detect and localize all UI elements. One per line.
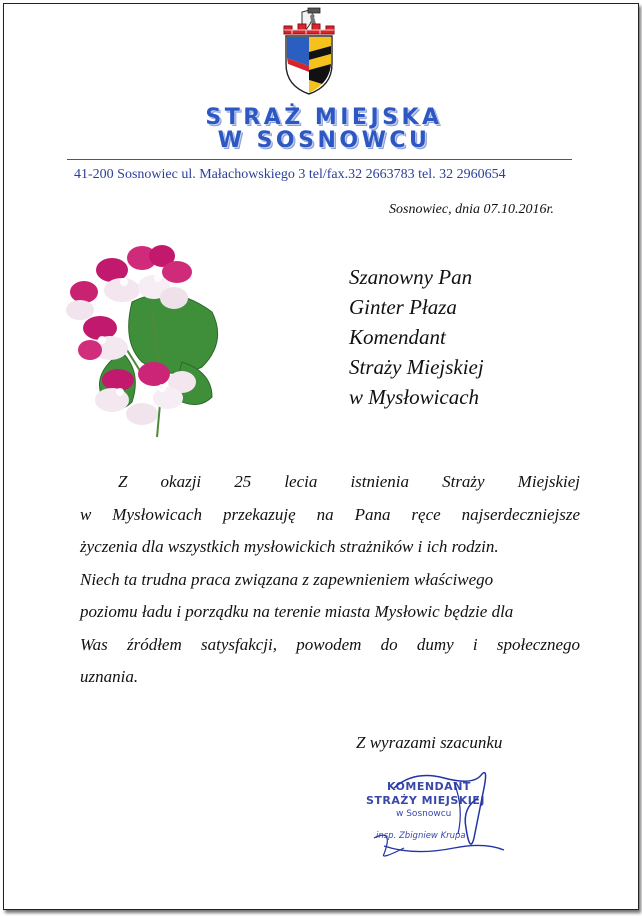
official-stamp: [354, 768, 514, 858]
org-name-line2: W SOSNOWCU: [217, 128, 431, 153]
recipient-line: Straży Miejskiej: [349, 355, 484, 379]
recipient-line: Ginter Płaza: [349, 295, 457, 319]
letter-body: [80, 466, 580, 694]
header-divider: [67, 159, 572, 160]
body-line: Z okazji 25 lecia istnienia Straży Miejskiej: [118, 472, 580, 491]
body-line: życzenia dla wszystkich mysłowickich strażników i ich rodzin.: [80, 537, 499, 556]
sosnowiec-coat-of-arms-icon: [280, 6, 338, 96]
letter-page: [3, 3, 639, 910]
body-line: poziomu ładu i porządku na terenie miasta Mysłowic będzie dla: [80, 602, 514, 621]
handwritten-signature: [354, 768, 514, 858]
letter-date: Sosnowiec, dnia 07.10.2016r.: [389, 202, 554, 217]
geranium-flower-illustration: [62, 232, 228, 438]
organization-name: [104, 106, 544, 152]
stamp-line-title: KOMENDANT: [387, 780, 471, 793]
stamp-line-city: w Sosnowcu: [396, 809, 452, 819]
recipient-line: w Mysłowicach: [349, 385, 480, 409]
stamp-line-org: STRAŻY MIEJSKIEJ: [366, 794, 485, 807]
recipient-block: [349, 262, 484, 412]
body-line: Niech ta trudna praca związana z zapewnieniem właściwego: [80, 569, 494, 589]
body-line: w Mysłowicach przekazuję na Pana ręce najserdeczniejsze: [80, 504, 580, 524]
stamp-line-name: insp. Zbigniew Krupa: [376, 831, 466, 841]
contact-line: 41-200 Sosnowiec ul. Małachowskiego 3 tel/fax.32 2663783 tel. 32 2960654: [74, 167, 506, 182]
recipient-line: Komendant: [349, 325, 446, 349]
recipient-line: Szanowny Pan: [349, 265, 473, 289]
body-line: uznania.: [80, 667, 139, 686]
body-line: Was źródłem satysfakcji, powodem do dumy i społecznego: [80, 634, 580, 654]
closing-phrase: Z wyrazami szacunku: [356, 733, 503, 752]
org-name-line1: STRAŻ MIEJSKA: [205, 105, 443, 130]
